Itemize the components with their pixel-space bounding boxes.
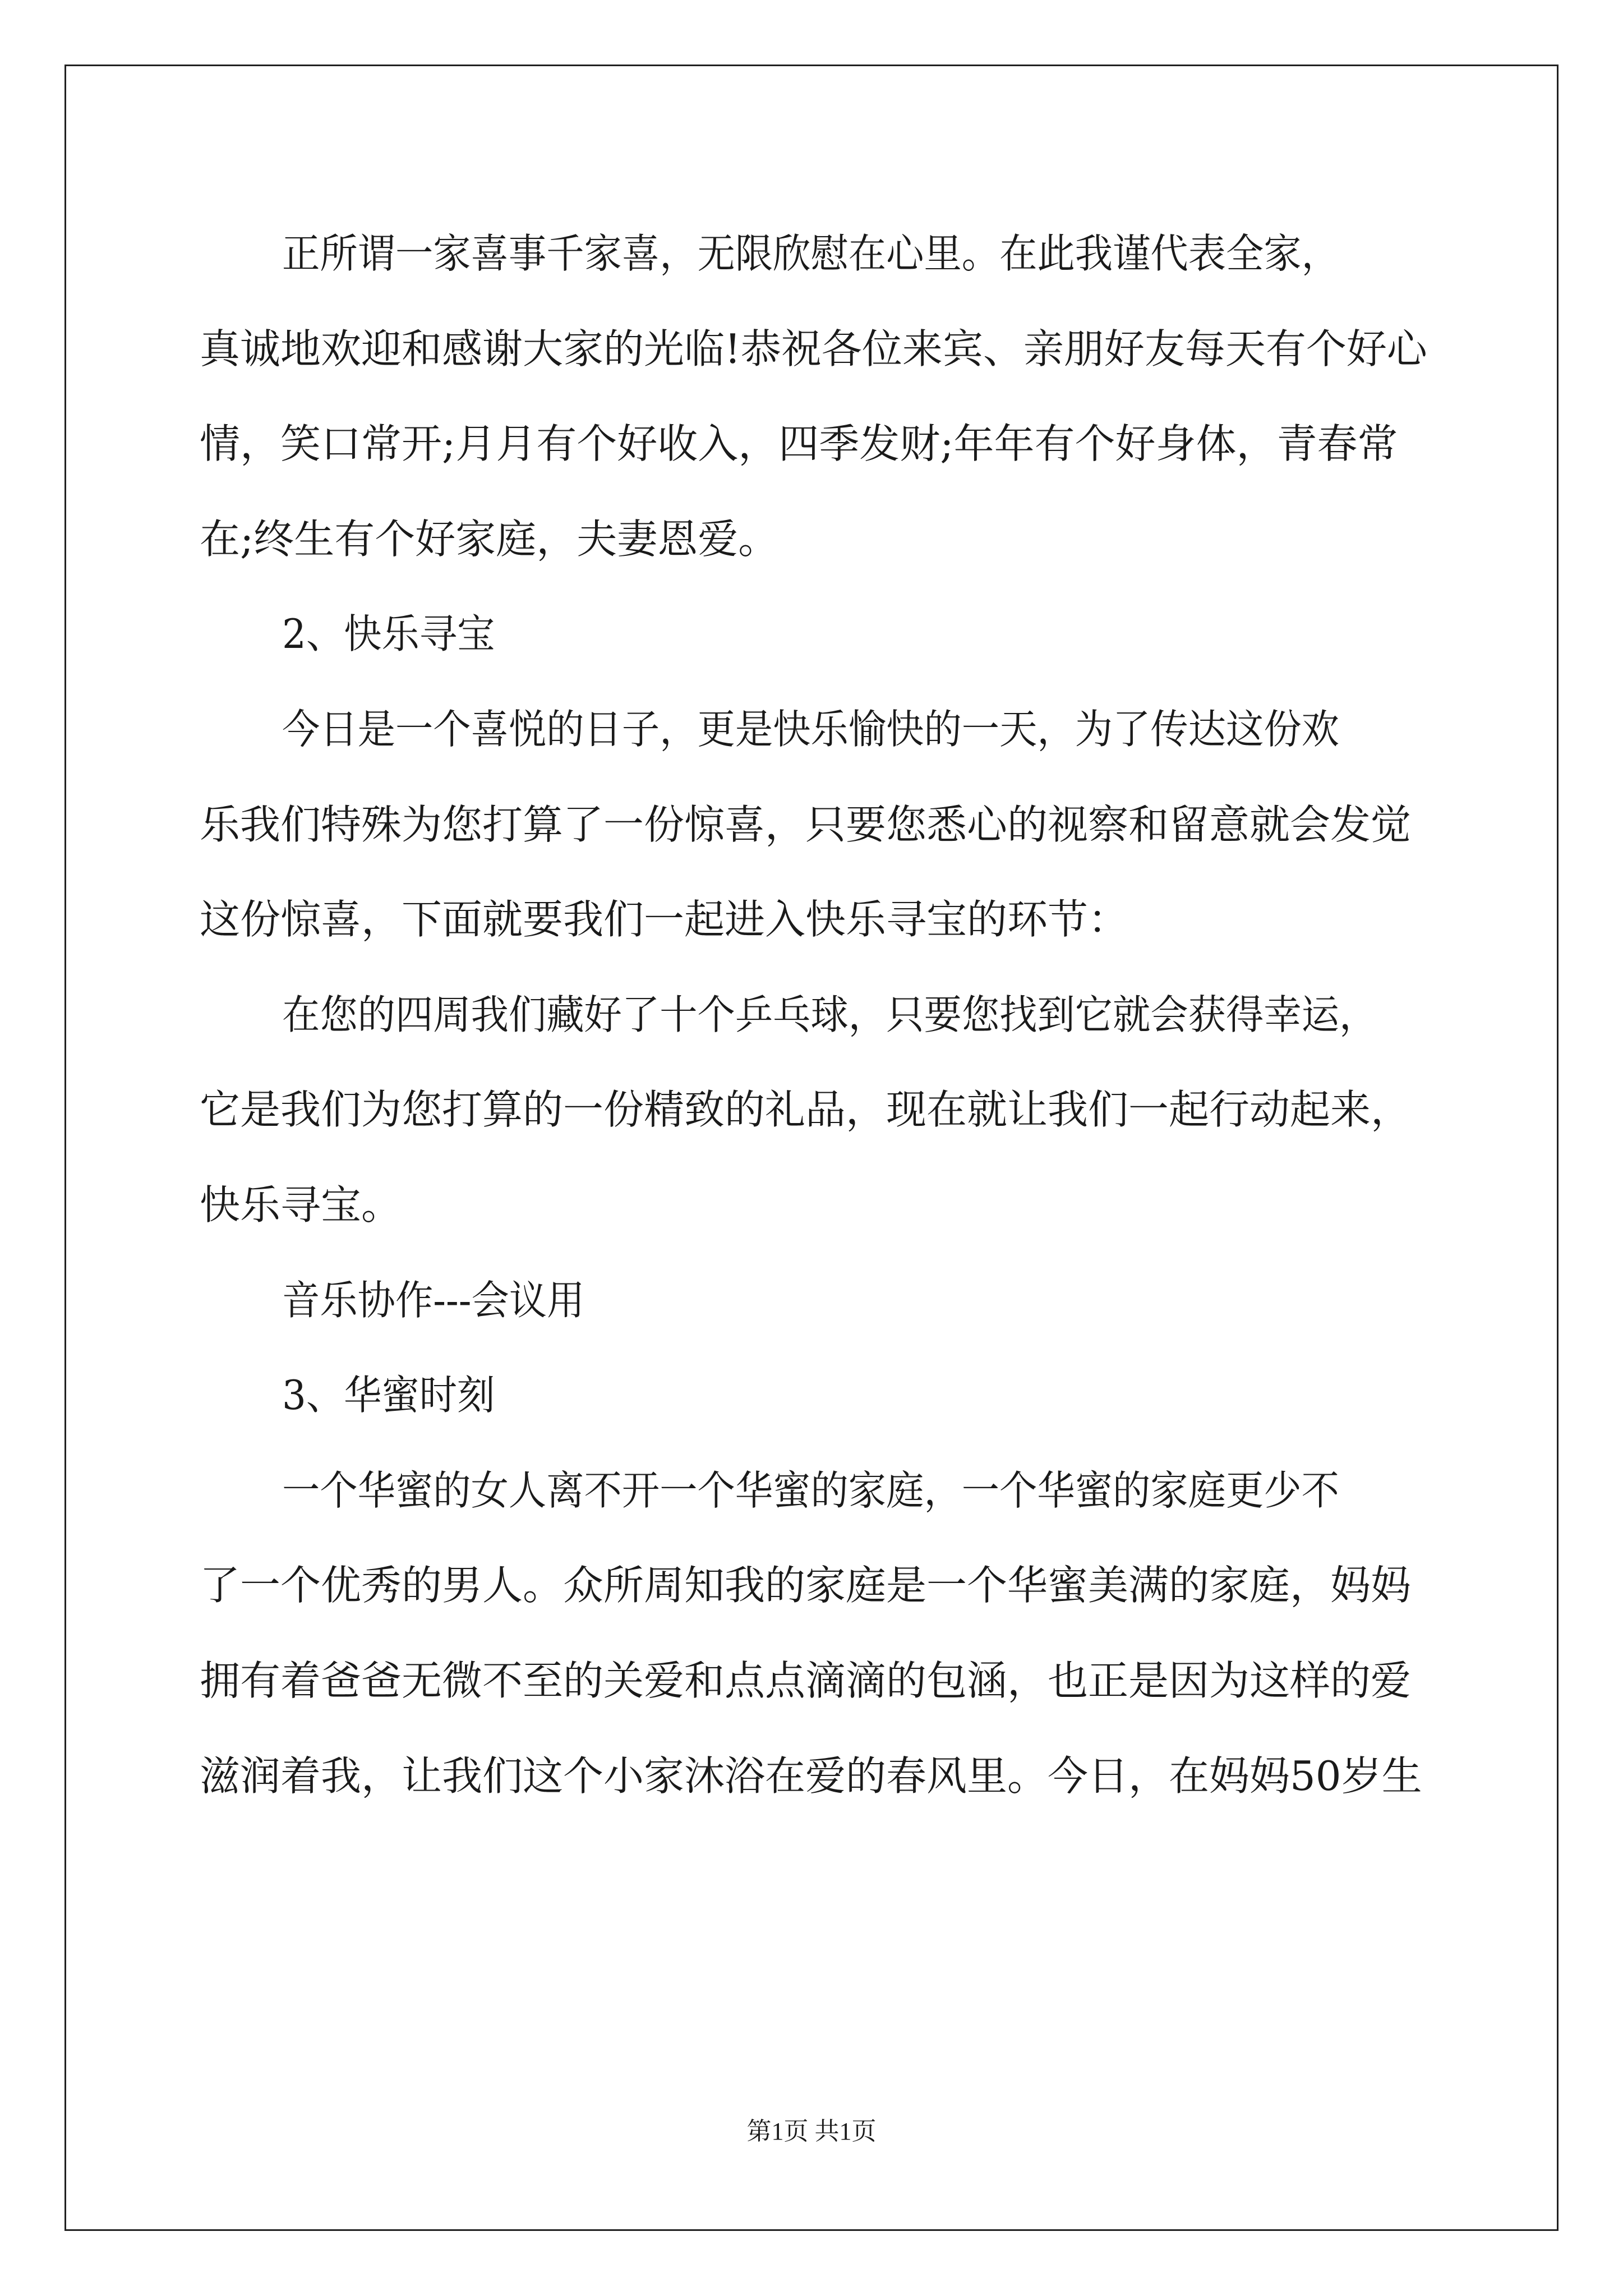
paragraph-line: 滋润着我，让我们这个小家沐浴在爱的春风里。今日，在妈妈50岁生 [200,1752,1422,1800]
page-border [64,65,1559,2231]
section-heading: 3、华蜜时刻 [282,1372,495,1419]
paragraph-line: 这份惊喜，下面就要我们一起进入快乐寻宝的环节： [200,896,1129,943]
paragraph-line: 正所谓一家喜事千家喜，无限欣慰在心里。在此我谨代表全家， [282,230,1339,277]
paragraph-line: 它是我们为您打算的一份精致的礼品，现在就让我们一起行动起来， [200,1086,1412,1133]
paragraph-line: 了一个优秀的男人。众所周知我的家庭是一个华蜜美满的家庭，妈妈 [200,1562,1412,1609]
paragraph-line: 拥有着爸爸无微不至的关爱和点点滴滴的包涵，也正是因为这样的爱 [200,1657,1412,1704]
paragraph-line: 音乐协作---会议用 [282,1277,585,1324]
paragraph-line: 一个华蜜的女人离不开一个华蜜的家庭，一个华蜜的家庭更少不 [282,1467,1339,1514]
page-number-footer: 第1页 共1页 [746,2118,877,2145]
paragraph-line: 乐我们特殊为您打算了一份惊喜，只要您悉心的视察和留意就会发觉 [200,801,1412,848]
paragraph-line: 在您的四周我们藏好了十个乒乓球，只要您找到它就会获得幸运， [282,991,1377,1038]
paragraph-line: 情，笑口常开;月月有个好收入，四季发财;年年有个好身体，青春常 [200,420,1398,467]
paragraph-line: 真诚地欢迎和感谢大家的光临!恭祝各位来宾、亲朋好友每天有个好心 [200,325,1427,372]
paragraph-line: 在;终生有个好家庭，夫妻恩爱。 [200,516,779,563]
paragraph-line: 快乐寻宝。 [200,1181,402,1228]
section-heading: 2、快乐寻宝 [282,610,495,657]
paragraph-line: 今日是一个喜悦的日子，更是快乐愉快的一天，为了传达这份欢 [282,706,1339,753]
